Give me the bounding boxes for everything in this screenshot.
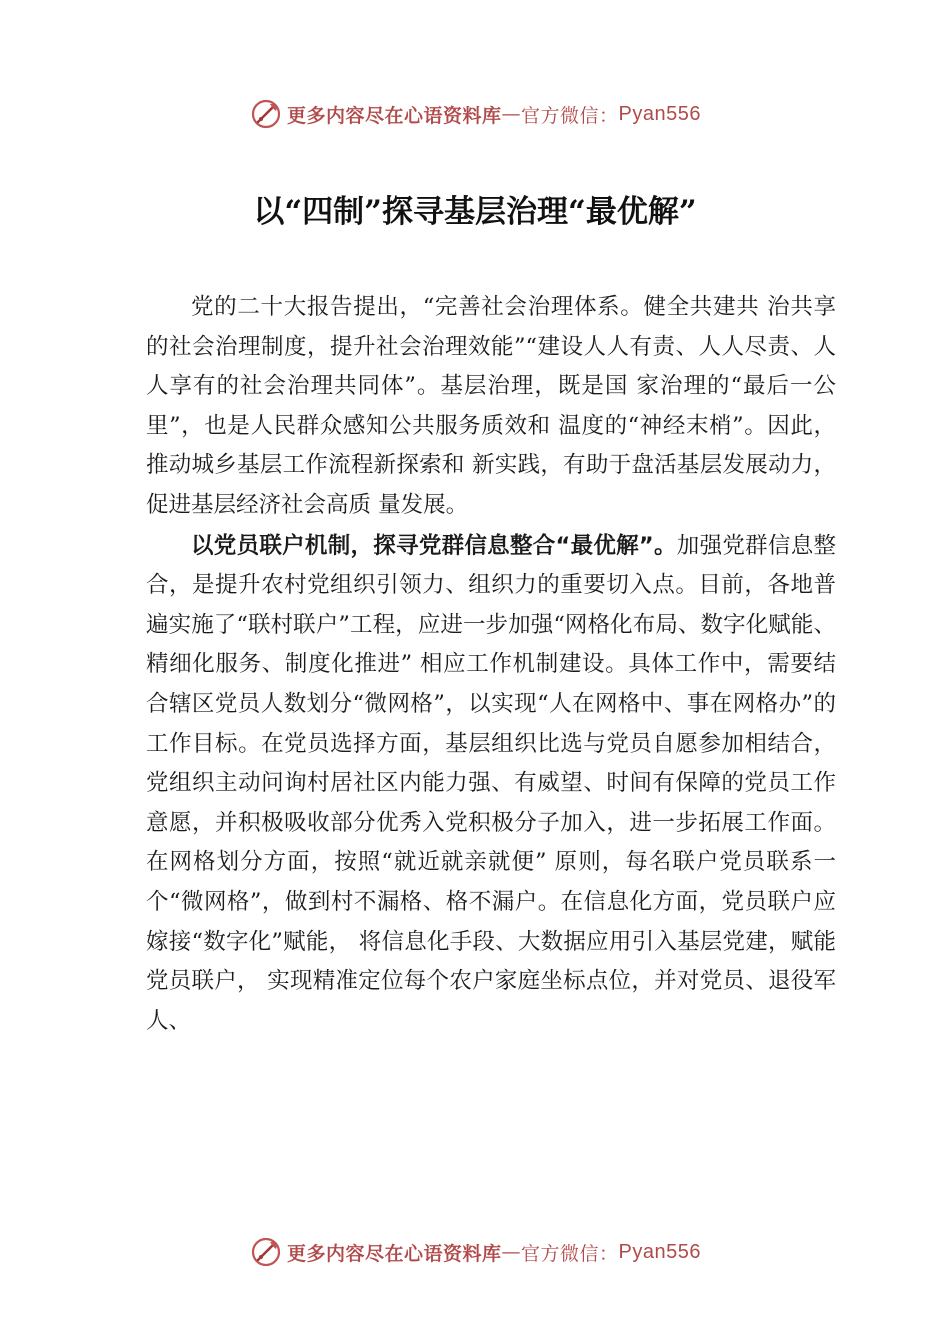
watermark-site-text: 更多内容尽在心语资料库	[287, 1242, 502, 1265]
watermark-separator: —	[501, 1241, 522, 1263]
document-body	[146, 288, 836, 1042]
header-watermark	[0, 94, 950, 134]
paragraph-lead-heading: 以党员联户机制，探寻党群信息整合“最优解”。	[191, 532, 677, 559]
watermark-wechat-id: Pyan556	[618, 1240, 701, 1263]
quill-logo-icon	[249, 1235, 283, 1269]
watermark-wechat-id: Pyan556	[618, 102, 701, 125]
watermark-wechat-label: 官方微信：	[521, 1242, 619, 1265]
quill-logo-icon	[249, 97, 283, 131]
paragraph-party-member-households	[146, 527, 836, 1042]
paragraph-intro: 党的二十大报告提出，“完善社会治理体系。健全共建共 治共享的社会治理制度，提升社会治理效能”“建设人人有责、人人尽责、人人享有的社会治理共同体”。基层治理，既是国 家治理的“最后一公里”，也是人民群众感知公共服务质效和 温度的“神经末梢”。因此，推动城乡基层工作流程新探索和 新实践，有助于盘活基层发展动力，促进基层经济社会高质 量发展。	[146, 294, 836, 518]
paragraph-body-text: 加强党群信息整合，是提升农村党组织引领力、组织力的重要切入点。目前，各地普遍实施了“联村联户”工程，应进一步加强“网格化布局、数字化赋能、精细化服务、制度化推进” 相应工作机制建设。具体工作中，需要结合辖区党员人数划分“微网格”，以实现“人在网格中、事在网格办”的工作目标。在党员选择方面，基层组织比选与党员自愿参加相结合， 党组织主动问询村居社区内能力强、有威望、时间有保障的党员工作意愿，并积极吸收部分优秀入党积极分子加入，进一步拓展工作面。在网格划分方面，按照“就近就亲就便” 原则，每名联户党员联系一个“微网格”，做到村不漏格、格不漏户。在信息化方面，党员联户应嫁接“数字化”赋能， 将信息化手段、大数据应用引入基层党建，赋能党员联户， 实现精准定位每个农户家庭坐标点位，并对党员、退役军人、	[146, 532, 836, 1034]
watermark-wechat-label: 官方微信：	[521, 104, 619, 127]
footer-watermark	[0, 1232, 950, 1272]
watermark-separator: —	[501, 103, 522, 125]
document-title: 以“四制”探寻基层治理“最优解”	[253, 194, 697, 230]
watermark-site-text: 更多内容尽在心语资料库	[287, 104, 502, 127]
